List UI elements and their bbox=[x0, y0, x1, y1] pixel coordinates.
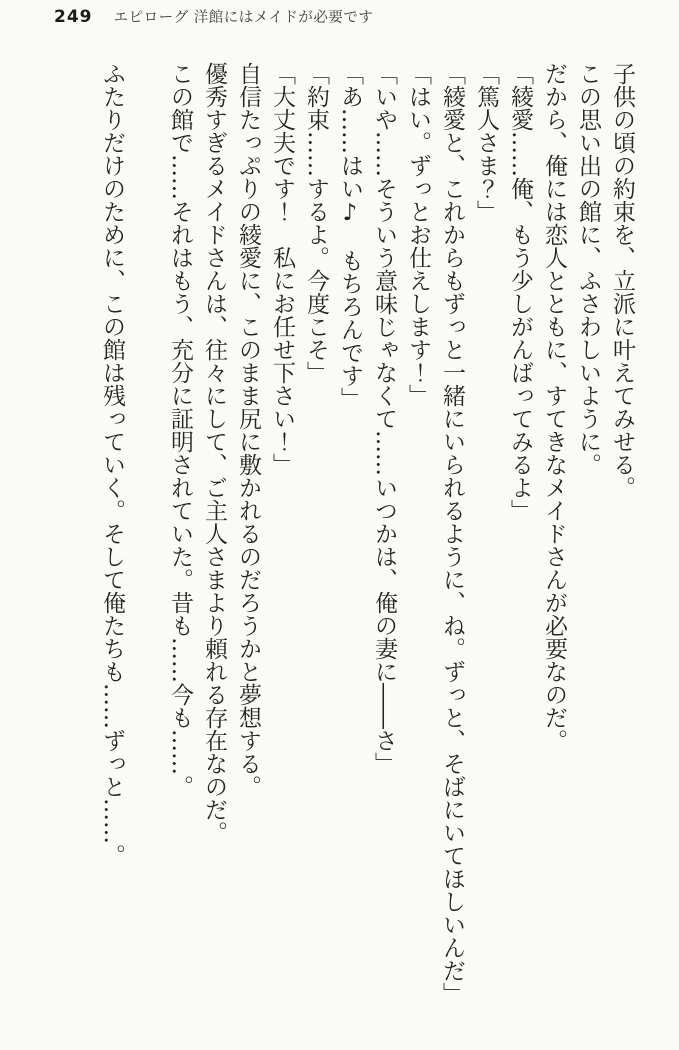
paragraph: 自信たっぷりの綾愛に、このまま尻に敷かれるのだろうかと夢想する。 bbox=[235, 62, 261, 798]
paragraph: 「はい。ずっとお仕えします！」 bbox=[405, 62, 431, 407]
paragraph: 「綾愛と、これからもずっと一緒にいられるように、ね。ずっと、そばにいてほしいんだ」 bbox=[439, 62, 465, 1005]
page-number: 249 bbox=[54, 6, 93, 27]
vertical-text-body bbox=[95, 62, 639, 1022]
paragraph: この館で……それはもう、充分に証明されていた。昔も……今も……。 bbox=[167, 62, 193, 798]
chapter-title: エピローグ 洋館にはメイドが必要です bbox=[113, 10, 374, 26]
paragraph: 「大丈夫です！ 私にお任せ下さい！」 bbox=[269, 62, 295, 476]
paragraph: 「あ……はい♪ もちろんです」 bbox=[337, 62, 363, 410]
paragraph: だから、俺には恋人とともに、すてきなメイドさんが必要なのだ。 bbox=[541, 62, 567, 752]
paragraph: 「篤人さま？」 bbox=[473, 62, 499, 223]
paragraph: 「約束……するよ。今度こそ」 bbox=[303, 62, 329, 384]
page-header bbox=[54, 6, 373, 27]
paragraph: 「綾愛……俺、もう少しがんばってみるよ」 bbox=[507, 62, 533, 522]
paragraph: この思い出の館に、ふさわしいように。 bbox=[575, 62, 601, 476]
paragraph: 「いや……そういう意味じゃなくて……いつかは、俺の妻に――さ」 bbox=[371, 62, 397, 775]
paragraph: 子供の頃の約束を、立派に叶えてみせる。 bbox=[609, 62, 635, 499]
paragraph: ふたりだけのために、この館は残っていく。そして俺たちも……ずっと……。 bbox=[99, 62, 125, 867]
paragraph: 優秀すぎるメイドさんは、往々にして、ご主人さまより頼れる存在なのだ。 bbox=[201, 62, 227, 844]
